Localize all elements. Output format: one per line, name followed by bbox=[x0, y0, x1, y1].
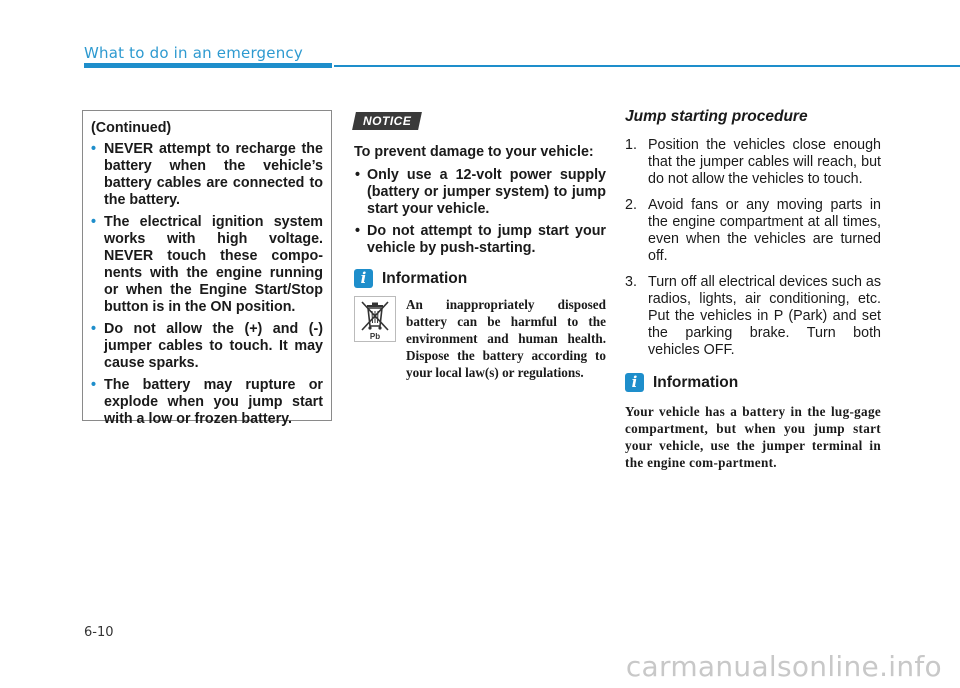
bullet-icon: • bbox=[355, 167, 361, 183]
bullet-icon: • bbox=[91, 377, 97, 393]
jump-start-steps bbox=[625, 137, 881, 359]
step-item: 3. Turn off all electrical devices such as radios, lights, air conditioning, etc. Put the vehicles in P (Park) and set the parking brake. Turn both vehicles OFF. bbox=[625, 274, 881, 358]
warning-list bbox=[91, 141, 323, 428]
header-rule bbox=[334, 65, 960, 67]
notice-badge: NOTICE bbox=[352, 112, 422, 130]
crossed-bin-icon bbox=[354, 296, 396, 342]
warning-item: • The electrical ignition system works with high voltage. NEVER touch these compo-nents with the engine running or when the Engine Start/Stop button is in the ON position. bbox=[91, 214, 323, 315]
info-icon: i bbox=[354, 269, 373, 288]
jump-start-column bbox=[625, 108, 881, 471]
info-title: Information bbox=[382, 269, 468, 287]
header-accent-bar bbox=[84, 63, 332, 68]
notice-intro: To prevent damage to your vehicle: bbox=[354, 144, 594, 160]
section-title: What to do in an emergency bbox=[84, 44, 303, 62]
bullet-icon: • bbox=[91, 141, 97, 157]
bullet-icon: • bbox=[91, 214, 97, 230]
notice-item: • Do not attempt to jump start your vehicle by push-starting. bbox=[355, 223, 606, 256]
page-number: 6-10 bbox=[84, 625, 114, 640]
warning-item: • The battery may rupture or explode when you jump start with a low or frozen battery. bbox=[91, 377, 323, 427]
bin-label: Pb bbox=[369, 332, 381, 341]
notice-item: • Only use a 12-volt power supply (battery or jumper system) to jump start your vehicle. bbox=[355, 167, 606, 217]
info-battery-text: Your vehicle has a battery in the lug-gage compartment, but when you jump start your vehicle, use the jumper terminal in the engine com-partment. bbox=[625, 404, 881, 470]
bullet-icon: • bbox=[91, 321, 97, 337]
notice-column bbox=[354, 112, 606, 381]
info-title: Information bbox=[653, 373, 739, 391]
info-heading bbox=[625, 373, 881, 392]
warning-item: • NEVER attempt to recharge the battery when the vehicle’s battery cables are connected to the battery. bbox=[91, 141, 323, 208]
warning-box bbox=[82, 110, 332, 427]
warning-item: • Do not allow the (+) and (-) jumper cables to touch. It may cause sparks. bbox=[91, 321, 323, 371]
bullet-icon: • bbox=[355, 223, 361, 239]
jump-start-heading: Jump starting procedure bbox=[625, 108, 808, 125]
watermark: carmanualsonline.info bbox=[625, 650, 942, 683]
step-item: 1. Position the vehicles close enough that the jumper cables will reach, but do not allow the vehicles to touch. bbox=[625, 137, 881, 187]
info-disposal-row bbox=[354, 296, 606, 381]
step-item: 2. Avoid fans or any moving parts in the engine compartment at all times, even when the vehicles are turned off. bbox=[625, 197, 881, 264]
notice-list bbox=[354, 167, 606, 257]
info-icon: i bbox=[625, 373, 644, 392]
info-disposal-text: An inappropriately disposed battery can be harmful to the environment and human health. Dispose the battery according to your local law(s) or regulations. bbox=[406, 297, 606, 380]
info-heading bbox=[354, 269, 606, 288]
continued-label: (Continued) bbox=[91, 120, 172, 136]
